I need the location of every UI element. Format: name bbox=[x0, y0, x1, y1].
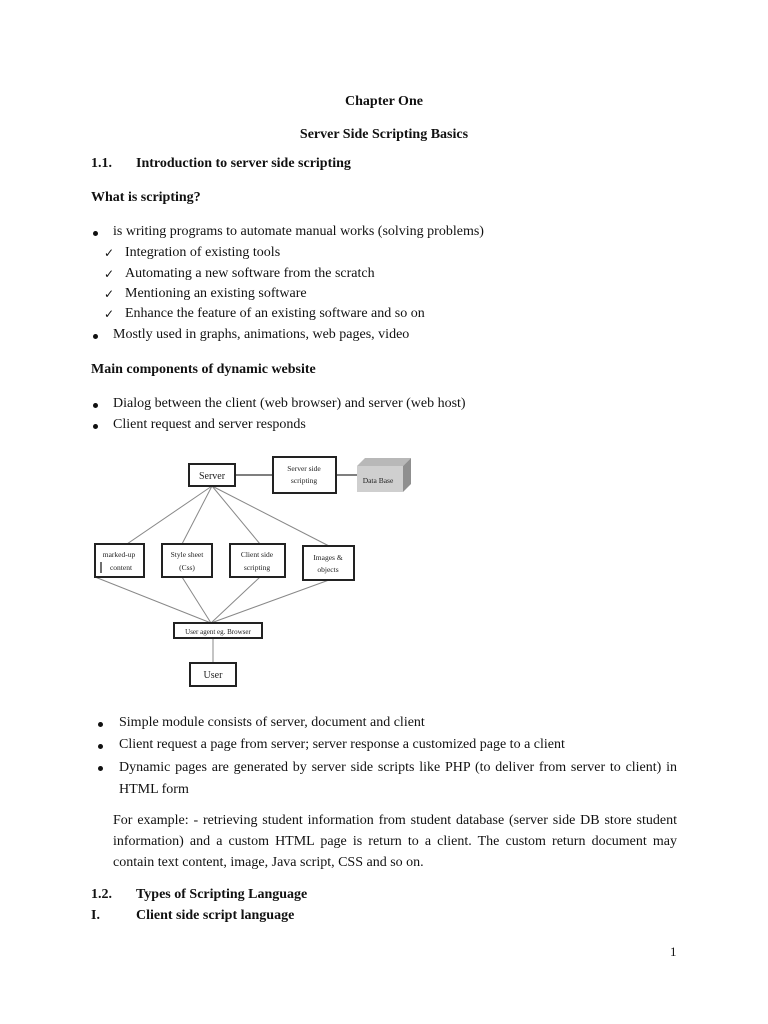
bullet-text: Client request and server responds bbox=[113, 417, 306, 432]
diagram-client-side-label: scripting bbox=[243, 563, 271, 572]
bullet-text: Client request a page from server; server response a customized page to a client bbox=[119, 737, 565, 752]
markup-box bbox=[95, 544, 144, 577]
checkmark-icon: ✓ bbox=[104, 307, 115, 321]
diagram-stylesheet-label: (Css) bbox=[179, 563, 195, 572]
subheading-what-is-scripting: What is scripting? bbox=[91, 190, 201, 205]
diagram-user-label: User bbox=[203, 670, 223, 681]
checkmark-icon: ✓ bbox=[104, 267, 115, 281]
check-item: Enhance the feature of an existing software and so on bbox=[125, 306, 425, 321]
page-number: 1 bbox=[670, 944, 677, 959]
client-side-box bbox=[230, 544, 285, 577]
bullet-icon bbox=[93, 334, 98, 339]
bullet-icon bbox=[98, 722, 103, 727]
diagram-server-side-label: scripting bbox=[290, 476, 318, 485]
diagram-client-side-label: Client side bbox=[240, 550, 274, 559]
diagram-markup-label: marked-up bbox=[102, 550, 136, 559]
checkmark-icon: ✓ bbox=[104, 246, 115, 260]
architecture-diagram bbox=[85, 452, 420, 690]
section-number: 1.1. bbox=[91, 156, 112, 171]
check-item: Automating a new software from the scratch bbox=[125, 266, 375, 281]
images-box bbox=[303, 546, 354, 580]
section-heading: Types of Scripting Language bbox=[136, 887, 308, 902]
section-heading: Introduction to server side scripting bbox=[136, 156, 351, 171]
bullet-text: Simple module consists of server, document and client bbox=[119, 715, 425, 730]
bullet-icon bbox=[93, 231, 98, 236]
diagram-server-label: Server bbox=[198, 471, 226, 482]
checkmark-icon: ✓ bbox=[104, 287, 115, 301]
bullet-icon bbox=[93, 403, 98, 408]
database-icon bbox=[357, 458, 411, 492]
check-item: Mentioning an existing software bbox=[125, 286, 307, 301]
bullet-text: Mostly used in graphs, animations, web pages, video bbox=[113, 327, 410, 342]
diagram-server-side-label: Server side bbox=[287, 464, 321, 473]
stylesheet-box bbox=[162, 544, 212, 577]
diagram-images-label: Images & bbox=[313, 553, 343, 562]
bullet-text: is writing programs to automate manual works (solving problems) bbox=[113, 224, 484, 239]
bullet-text: Dialog between the client (web browser) and server (web host) bbox=[113, 396, 466, 411]
subheading-main-components: Main components of dynamic website bbox=[91, 362, 316, 377]
server-side-scripting-box bbox=[273, 457, 336, 493]
diagram-database-label: Data Base bbox=[362, 476, 394, 485]
bullet-text: Dynamic pages are generated by server side scripts like PHP (to deliver from server to client) in HTML form bbox=[119, 760, 677, 797]
bullet-icon bbox=[98, 766, 103, 771]
chapter-heading: Chapter One bbox=[345, 94, 423, 109]
section-number: 1.2. bbox=[91, 887, 112, 902]
bullet-icon bbox=[93, 424, 98, 429]
diagram-stylesheet-label: Style sheet bbox=[170, 550, 204, 559]
diagram-images-label: objects bbox=[317, 565, 339, 574]
subsection-number: I. bbox=[91, 908, 100, 923]
check-item: Integration of existing tools bbox=[125, 245, 281, 260]
example-paragraph: For example: - retrieving student information from student database (server side DB store student information) and a custom HTML page is return to a client. The custom return document may contain text content, image, Java script, CSS and so on. bbox=[113, 813, 677, 870]
diagram-user-agent-label: User agent eg. Browser bbox=[185, 628, 251, 636]
bullet-icon bbox=[98, 744, 103, 749]
diagram-markup-label: content bbox=[109, 563, 133, 572]
subsection-heading: Client side script language bbox=[136, 908, 295, 923]
document-title: Server Side Scripting Basics bbox=[299, 127, 469, 142]
